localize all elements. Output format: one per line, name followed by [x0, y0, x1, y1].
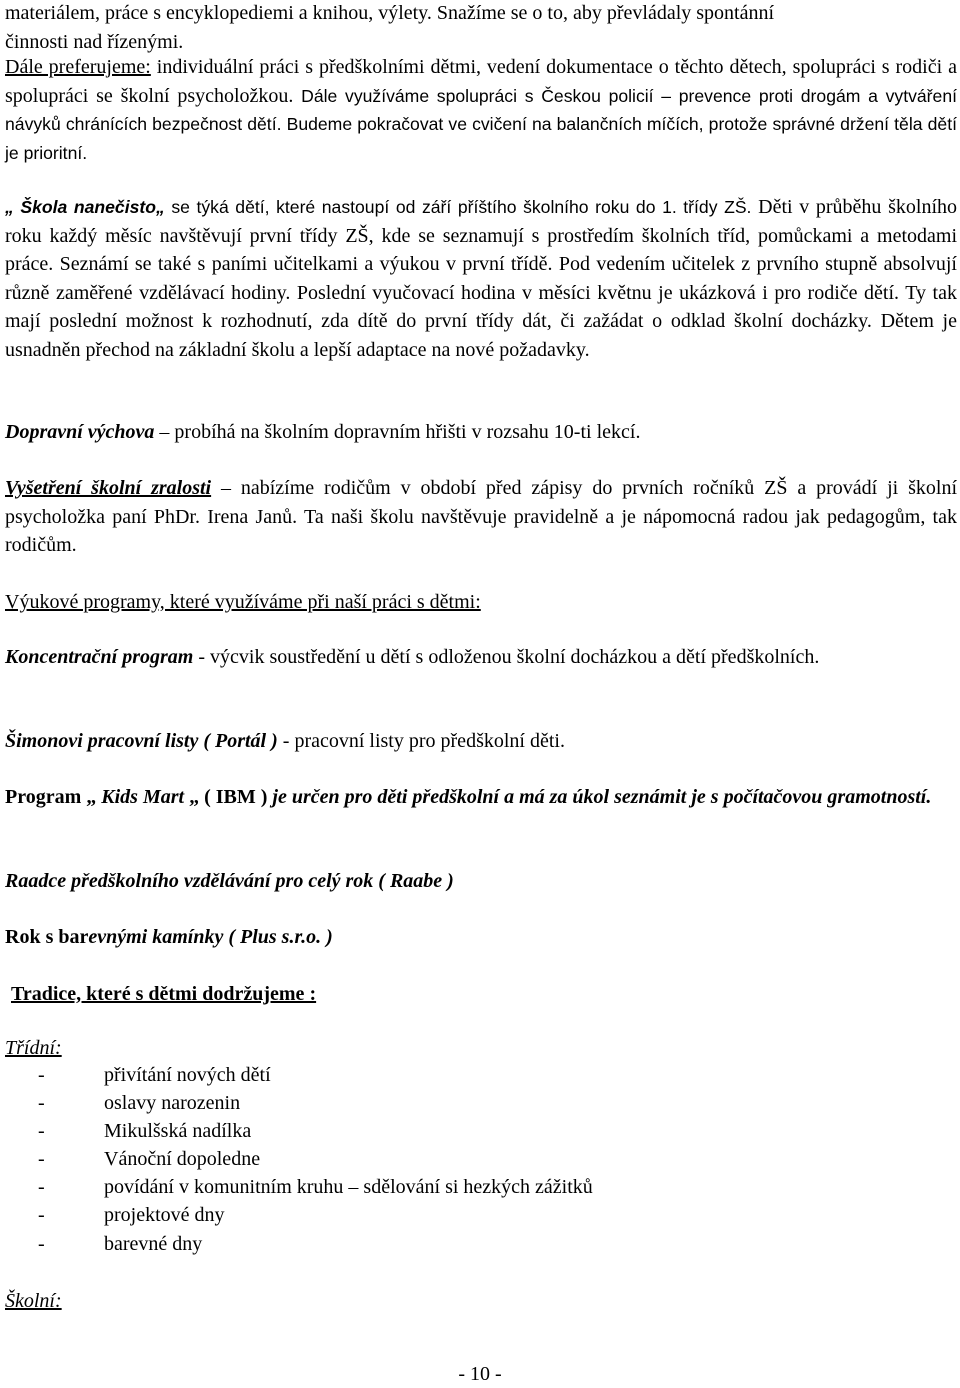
- vysetreni-title: Vyšetření školní zralosti: [5, 477, 212, 499]
- paragraph-skola-nanecisto: [5, 193, 957, 365]
- intro-line-2: činnosti nad řízenými.: [5, 30, 184, 53]
- tradice-heading: [11, 980, 960, 1009]
- list-dash: -: [38, 1120, 45, 1143]
- paragraph-vysetreni: [5, 474, 957, 560]
- dopravni-vychova-text: – probíhá na školním dopravním hřišti v rozsahu 10-ti lekcí.: [154, 421, 641, 443]
- list-item: [38, 1117, 593, 1145]
- list-item: [38, 1173, 593, 1201]
- preferences-text: individuální práci s předškolními dětmi, vedení dokumentace o těchto dětech, spolupráci s rodiči a spolupráci se školní psycholožkou.: [5, 56, 957, 107]
- list-item-label: povídání v komunitním kruhu – sdělování si hezkých zážitků: [104, 1176, 593, 1199]
- list-item-label: oslavy narozenin: [104, 1092, 241, 1115]
- preferences-label: Dále preferujeme:: [5, 56, 151, 78]
- kids-mart-mid: „ ( IBM ): [184, 786, 273, 808]
- list-item: [38, 1089, 593, 1117]
- list-item-label: Vánoční dopoledne: [104, 1148, 261, 1171]
- paragraph-dopravni-vychova: [5, 418, 957, 447]
- paragraph-rok-s-barevnymi: [5, 923, 957, 952]
- kids-mart-prefix: Program „: [5, 786, 102, 808]
- list-dash: -: [38, 1232, 45, 1255]
- simonovi-title: Šimonovi pracovní listy ( Portál ): [5, 730, 278, 752]
- kids-mart-name: Kids Mart: [101, 786, 185, 808]
- list-dash: -: [38, 1204, 45, 1227]
- page-number: - 10 -: [458, 1363, 502, 1385]
- list-item-label: projektové dny: [104, 1204, 225, 1227]
- tradice-heading-text: Tradice, které s dětmi dodržujeme :: [11, 983, 317, 1005]
- police-text: Dále využíváme spolupráci s Českou policií – prevence proti drogám a vytváření návyků chránících bezpečnost dětí.: [5, 85, 957, 135]
- rok-prefix: Rok s bar: [5, 926, 89, 948]
- dopravni-vychova-title: Dopravní výchova: [5, 421, 155, 443]
- raadce-title: Raadce předškolního vzdělávání pro celý rok ( Raabe ): [5, 870, 454, 892]
- list-item-label: přivítání nových dětí: [104, 1064, 271, 1086]
- paragraph-intro: [5, 0, 957, 56]
- paragraph-koncentracni: [5, 643, 957, 672]
- simonovi-text: - pracovní listy pro předškolní děti.: [277, 730, 565, 752]
- paragraph-kids-mart: [5, 783, 957, 812]
- programs-heading-text: Výukové programy, které využíváme při naší práci s dětmi:: [5, 591, 481, 613]
- list-item-label: Mikulšská nadílka: [104, 1120, 252, 1143]
- tridni-list: [38, 1061, 593, 1258]
- koncentracni-text: - výcvik soustředění u dětí s odloženou školní docházkou a dětí předškolních.: [193, 646, 820, 668]
- skolni-heading: [5, 1287, 957, 1316]
- skola-nanecisto-title: „ Škola nanečisto„: [5, 197, 165, 217]
- programs-heading: [5, 588, 957, 617]
- tridni-heading: [5, 1034, 957, 1063]
- rok-rest: evnými kamínky ( Plus s.r.o. ): [88, 926, 333, 948]
- paragraph-simonovi: [5, 727, 957, 756]
- list-item: [38, 1061, 593, 1089]
- tridni-heading-text: Třídní:: [5, 1037, 62, 1059]
- koncentracni-title: Koncentrační program: [5, 646, 194, 668]
- list-dash: -: [38, 1148, 45, 1171]
- list-dash: -: [38, 1092, 45, 1115]
- list-dash: -: [38, 1176, 45, 1199]
- paragraph-preferences: [5, 53, 957, 167]
- skola-nanecisto-intro: se týká dětí, které nastoupí od září příštího školního roku do 1. třídy ZŠ.: [164, 197, 752, 217]
- balance-balls-text: Budeme pokračovat ve cvičení na balančních míčích, protože správné držení těla dětí je prioritní.: [5, 114, 957, 163]
- vysetreni-text: – nabízíme rodičům v období před zápisy do prvních ročníků ZŠ a provádí ji školní psycholožka paní PhDr. Irena Janů. Ta naši školu navštěvuje pravidelně a je nápomocná radou jak pedagogům, tak rodičům.: [5, 477, 958, 557]
- list-item: [38, 1201, 593, 1229]
- intro-line-1: materiálem, práce s encyklopediemi a knihou, výlety. Snažíme se o to, aby převládaly spontánní: [5, 2, 775, 24]
- list-item: [38, 1230, 593, 1258]
- list-item-label: barevné dny: [104, 1232, 203, 1255]
- kids-mart-text: je určen pro děti předškolní a má za úkol seznámit je s počítačovou gramotností.: [272, 786, 932, 808]
- list-dash: -: [38, 1064, 45, 1086]
- skolni-heading-text: Školní:: [5, 1290, 62, 1312]
- list-item: [38, 1145, 593, 1173]
- skola-nanecisto-text: Děti v průběhu školního roku každý měsíc navštěvují první třídy ZŠ, kde se seznamují s prostředím školních tříd, pomůckami a metodami práce. Seznámí se také s paními učitelkami a výukou v první třídě. Pod vedením učitelek z prvního stupně absolvují různě zaměřené vzdělávací hodiny. Poslední vyučovací hodina v měsíci květnu je ukázková i pro rodiče dětí. Ty tak mají poslední možnost k rozhodnutí, zda dítě do první třídy dát, či zažádat o odklad školní docházky. Dětem je usnadněn přechod na základní školu a lepší adaptace na nové požadavky.: [5, 196, 957, 361]
- paragraph-raadce: [5, 867, 957, 896]
